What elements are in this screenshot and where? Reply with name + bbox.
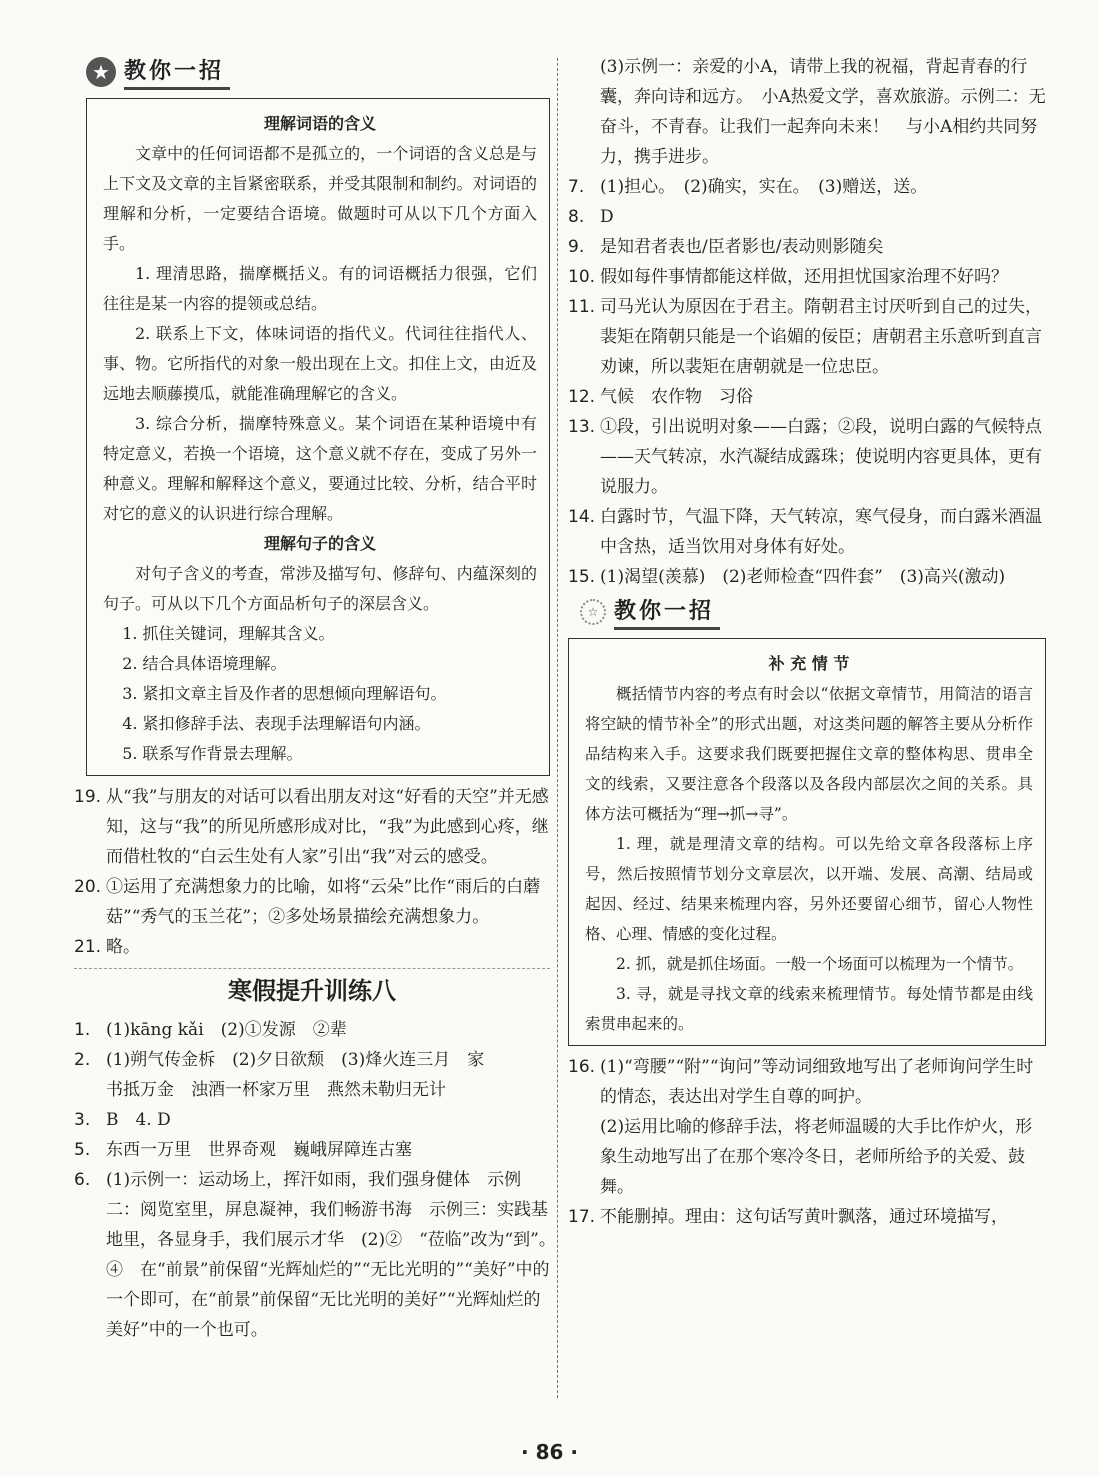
list-item: 3. 紧扣文章主旨及作者的思想倾向理解语句。 xyxy=(122,684,447,703)
tip-header-left xyxy=(86,52,550,92)
tip-header-right xyxy=(580,592,1046,632)
tip-title-right: 教你一招 xyxy=(614,594,720,630)
box-title-plot: 补 充 情 节 xyxy=(768,654,850,673)
box-paragraph: 1. 理，就是理清文章的结构。可以先给文章各段落标上序号，然后按照情节划分文章层次，以开端、发展、高潮、结局或起因、经过、结果来梳理内容，另外还要留心细节，留心人物性格、心理、情感的变化过程。 xyxy=(585,835,1033,943)
answer-21: 21. 略。 xyxy=(74,937,140,957)
box-paragraph: 2. 抓，就是抓住场面。一般一个场面可以梳理为一个情节。 xyxy=(616,955,1024,973)
answer-10: 10. 假如每件事情都能这样做，还用担忧国家治理不好吗？ xyxy=(568,267,1008,287)
box-paragraph: 2. 联系上下文，体味词语的指代义。代词往往指代人、事、物。它所指代的对象一般出现在上文。扣住上文，由近及远地去顺藤摸瓜，就能准确理解它的含义。 xyxy=(103,324,537,403)
answer-14: 14. 白露时节，气温下降，天气转凉，寒气侵身，而白露米酒温中含热，适当饮用对身体有好处。 xyxy=(568,507,1042,557)
answer-b2: 2. (1)朔气传金柝 (2)夕日欲颓 (3)烽火连三月 家 书抵万金 浊酒一杯家万里 燕然未勒归无计 xyxy=(74,1050,485,1100)
box-paragraph: 文章中的任何词语都不是孤立的，一个词语的含义总是与上下文及文章的主旨紧密联系，并受其限制和制约。对词语的理解和分析，一定要结合语境。做题时可从以下几个方面入手。 xyxy=(103,144,537,253)
box-paragraph: 3. 综合分析，揣摩特殊意义。某个词语在某种语境中有特定意义，若换一个语境，这个意义就不存在，变成了另外一种意义。理解和解释这个意义，要通过比较、分析，结合平时对它的意义的认识进行综合理解。 xyxy=(103,414,537,523)
answer-b1: 1. (1)kāng kǎi (2)①发源 ②辈 xyxy=(74,1020,347,1040)
right-column xyxy=(568,52,1046,1232)
left-column xyxy=(74,52,565,1345)
answer-8: 8. D xyxy=(568,207,614,227)
answer-b3: 3. B 4. D xyxy=(74,1110,171,1130)
list-item: 1. 抓住关键词，理解其含义。 xyxy=(122,624,335,643)
answer-11: 11. 司马光认为原因在于君主。隋朝君主讨厌听到自己的过失，裴矩在隋朝只能是一个谄媚的佞臣；唐朝君主乐意听到直言劝谏，所以裴矩在唐朝就是一位忠臣。 xyxy=(568,297,1042,377)
answer-19: 19. 从“我”与朋友的对话可以看出朋友对这“好看的天空”并无感知，这与“我”的所见所感形成对比，“我”为此感到心疼，继而借杜牧的“白云生处有人家”引出“我”对云的感受。 xyxy=(74,787,549,867)
answer-15: 15. (1)渴望(羡慕) (2)老师检查“四件套” (3)高兴(激动) xyxy=(568,567,1006,587)
list-item: 4. 紧扣修辞手法、表现手法理解语句内涵。 xyxy=(122,714,431,733)
box-paragraph: 概括情节内容的考点有时会以“依据文章情节，用简洁的语言将空缺的情节补全”的形式出题，对这类问题的解答主要从分析作品结构来入手。这要求我们既要把握住文章的整体构思、贯串全文的线索，又要注意各个段落以及各段内部层次之间的关系。具体方法可概括为“理→抓→寻”。 xyxy=(585,685,1033,823)
answer-12: 12. 气候 农作物 习俗 xyxy=(568,387,753,407)
page-number: · 86 · xyxy=(521,1440,578,1464)
tip-box-right xyxy=(568,638,1046,1046)
column-divider xyxy=(557,58,558,1398)
answer-13: 13. ①段，引出说明对象——白露；②段，说明白露的气候特点——天气转凉，水汽凝结成露珠；使说明内容更具体，更有说服力。 xyxy=(568,417,1042,497)
box-paragraph: 3. 寻，就是寻找文章的线索来梳理情节。每处情节都是由线索贯串起来的。 xyxy=(585,985,1033,1033)
box-paragraph: 对句子含义的考查，常涉及描写句、修辞句、内蕴深刻的句子。可从以下几个方面品析句子的深层含义。 xyxy=(103,564,537,613)
answer-6-3: (3)示例一：亲爱的小A，请带上我的祝福，背起青春的行囊，奔向诗和远方。 小A热爱文学，喜欢旅游。示例二：无奋斗，不青春。让我们一起奔向未来！ 与小A相约共同努力，携手进步。 xyxy=(600,57,1046,167)
box-paragraph: 1. 理清思路，揣摩概括义。有的词语概括力很强，它们往往是某一内容的提领或总结。 xyxy=(103,264,537,313)
answer-20: 20. ①运用了充满想象力的比喻，如将“云朵”比作“雨后的白蘑菇”“秀气的玉兰花”；②多处场景描绘充满想象力。 xyxy=(74,877,541,927)
list-item: 2. 结合具体语境理解。 xyxy=(122,654,287,673)
dotted-star-icon: ☆ xyxy=(580,599,606,625)
answer-b5: 5. 东西一万里 世界奇观 巍峨屏障连古塞 xyxy=(74,1140,412,1160)
answer-7: 7. (1)担心。 (2)确实，实在。 (3)赠送，送。 xyxy=(568,177,928,197)
star-icon: ★ xyxy=(86,57,116,87)
tip-box-left xyxy=(86,98,550,776)
answer-9: 9. 是知君者表也/臣者影也/表动则影随矣 xyxy=(568,237,884,257)
section-title: 寒假提升训练八 xyxy=(74,968,550,1013)
answer-16: 16. (1)“弯腰”“附”“询问”等动词细致地写出了老师询问学生时的情态，表达出对学生自尊的呵护。 (2)运用比喻的修辞手法，将老师温暖的大手比作炉火，形象生动地写出了在那个寒冷冬日，老师所给予的关爱、鼓舞。 xyxy=(568,1057,1034,1197)
list-item: 5. 联系写作背景去理解。 xyxy=(122,744,303,763)
box-title-words: 理解词语的含义 xyxy=(263,114,376,133)
answer-17: 17. 不能删掉。理由：这句话写黄叶飘落，通过环境描写， xyxy=(568,1207,1008,1227)
box-title-sentences: 理解句子的含义 xyxy=(263,534,376,553)
tip-title-left: 教你一招 xyxy=(124,54,230,90)
answer-b6: 6. (1)示例一：运动场上，挥汗如雨，我们强身健体 示例二：阅览室里，屏息凝神，我们畅游书海 示例三：实践基地里，各显身手，我们展示才华 (2)② “莅临”改为“到”。 ④ 在“前景”前保留“光辉灿烂的”“无比光明的”“美好”中的一个即可，在“前景”前保留“无比光明的美好”“光辉灿烂的美好”中的一个也可。 xyxy=(74,1170,565,1340)
